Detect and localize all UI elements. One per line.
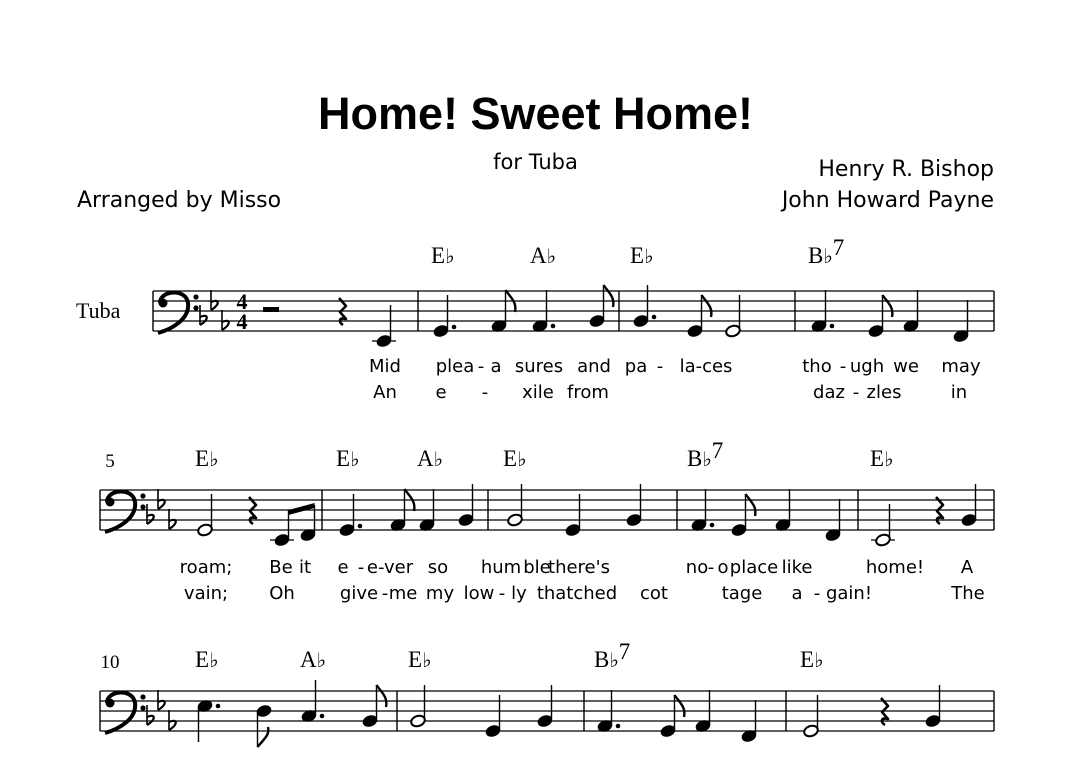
bass-clef-icon xyxy=(105,692,146,733)
lyric-syllable: from xyxy=(567,382,609,403)
lyric-syllable: a xyxy=(791,583,803,604)
chord-symbol: E♭ xyxy=(408,647,432,672)
flag xyxy=(883,295,893,317)
lyric-hyphen: - xyxy=(656,356,664,377)
lyric-syllable: tage xyxy=(721,583,763,604)
lyric-syllable: there's xyxy=(548,557,610,578)
lyric-syllable: e xyxy=(337,557,349,578)
lyric-syllable: no xyxy=(685,557,709,578)
time-signature-numerator: 4 xyxy=(236,289,248,314)
chord-symbol: E♭ xyxy=(800,647,824,672)
chord-symbol: B♭7 xyxy=(687,438,724,471)
lyric-hyphen: - xyxy=(813,583,821,604)
lyric-syllable: zles xyxy=(866,382,902,403)
lyricist: John Howard Payne xyxy=(781,188,994,213)
flag xyxy=(675,695,685,717)
lyric-syllable: cot xyxy=(640,583,668,604)
note xyxy=(270,510,294,547)
page-title: Home! Sweet Home! xyxy=(317,88,754,139)
lyric-syllable: tho xyxy=(802,356,832,377)
lyric-syllable: place xyxy=(729,557,779,578)
chord-symbol: E♭ xyxy=(630,243,654,268)
lyric-syllable: Mid xyxy=(369,356,401,377)
composer: Henry R. Bishop xyxy=(818,157,994,182)
lyric-syllable: a xyxy=(490,356,502,377)
chord-symbol: E♭ xyxy=(503,446,527,471)
flag xyxy=(377,685,387,707)
chord-symbol: E♭ xyxy=(431,243,455,268)
lyric-syllable: xile xyxy=(522,382,554,403)
chord-symbol: B♭7 xyxy=(808,235,845,268)
lyric-syllable: home! xyxy=(865,557,925,578)
flat-icon xyxy=(158,690,165,710)
flat-icon xyxy=(222,310,229,330)
lyric-syllable: my xyxy=(425,583,455,604)
chord-symbol: A♭ xyxy=(417,446,444,471)
lyric-hyphen: - xyxy=(707,557,715,578)
flat-icon xyxy=(147,705,154,725)
augmentation-dot xyxy=(551,324,556,329)
instrument-label: Tuba xyxy=(76,298,121,323)
flag xyxy=(746,494,756,516)
lyric-syllable: may xyxy=(941,356,981,377)
lyric-syllable: Be xyxy=(269,557,293,578)
augmentation-dot xyxy=(358,524,363,529)
lyric-syllable: A xyxy=(960,557,974,578)
lyric-syllable: thatched xyxy=(536,583,618,604)
lyric-syllable: The xyxy=(951,583,985,604)
augmentation-dot xyxy=(830,324,835,329)
lyric-syllable: like xyxy=(781,557,813,578)
lyric-syllable: plea xyxy=(435,356,475,377)
chord-symbol: E♭ xyxy=(870,446,894,471)
lyric-syllable: roam; xyxy=(179,557,233,578)
lyric-syllable: so xyxy=(427,557,449,578)
lyric-syllable: An xyxy=(373,382,397,403)
flag xyxy=(604,285,614,307)
staff-system xyxy=(76,235,994,403)
lyric-syllable: give xyxy=(339,583,379,604)
lyric-syllable: Oh xyxy=(269,583,295,604)
lyric-hyphen: - xyxy=(498,583,506,604)
flat-icon xyxy=(169,710,176,730)
lyric-hyphen: - xyxy=(381,583,389,604)
chord-symbol: A♭ xyxy=(530,243,557,268)
flat-icon xyxy=(147,504,154,524)
lyric-hyphen: - xyxy=(852,382,860,403)
augmentation-dot xyxy=(452,325,457,330)
subtitle: for Tuba xyxy=(493,150,578,174)
lyric-syllable: daz xyxy=(813,382,845,403)
lyric-hyphen: - xyxy=(477,356,485,377)
lyric-syllable: la-ces xyxy=(679,356,733,377)
lyric-hyphen: - xyxy=(357,557,365,578)
lyric-syllable: sures xyxy=(514,356,564,377)
lyric-syllable: pa xyxy=(624,356,648,377)
lyric-syllable: and xyxy=(577,356,611,377)
lyric-syllable: ugh xyxy=(849,356,885,377)
lyric-syllable: we xyxy=(893,356,919,377)
chord-symbol: A♭ xyxy=(300,647,327,672)
chord-symbol: B♭7 xyxy=(594,639,631,672)
lyric-syllable: gain! xyxy=(825,583,873,604)
lyric-syllable: e xyxy=(435,382,447,403)
time-signature-denominator: 4 xyxy=(236,309,248,334)
staff-system xyxy=(100,438,994,604)
lyric-syllable: ble xyxy=(523,557,551,578)
lyric-syllable: vain; xyxy=(183,583,229,604)
chord-symbol: E♭ xyxy=(195,647,219,672)
flat-icon xyxy=(200,305,207,325)
staff-system xyxy=(100,639,994,747)
augmentation-dot xyxy=(710,523,715,528)
chord-symbol: E♭ xyxy=(336,446,360,471)
note xyxy=(256,704,273,747)
measure-number: 10 xyxy=(100,652,120,673)
lyric-hyphen: - xyxy=(481,382,489,403)
flat-icon xyxy=(169,509,176,529)
arranger: Arranged by Misso xyxy=(77,188,282,213)
flat-icon xyxy=(211,290,218,310)
augmentation-dot xyxy=(652,315,657,320)
beam xyxy=(289,503,315,515)
lyric-syllable: it xyxy=(298,557,312,578)
augmentation-dot xyxy=(216,704,221,709)
half-rest xyxy=(263,307,279,312)
flag xyxy=(702,295,712,317)
lyric-syllable: low xyxy=(463,583,495,604)
lyric-syllable: e-ver xyxy=(366,557,414,578)
lyric-syllable: me xyxy=(388,583,418,604)
lyric-syllable: hum xyxy=(480,557,522,578)
lyric-syllable: in xyxy=(950,382,968,403)
augmentation-dot xyxy=(616,724,621,729)
augmentation-dot xyxy=(320,714,325,719)
chord-symbol: E♭ xyxy=(195,446,219,471)
bass-clef-icon xyxy=(158,292,199,333)
measure-number: 5 xyxy=(105,451,115,472)
lyric-syllable: o xyxy=(717,557,729,578)
flag xyxy=(258,727,269,747)
lyric-hyphen: - xyxy=(839,356,847,377)
lyric-syllable: ly xyxy=(511,583,527,604)
flat-icon xyxy=(158,489,165,509)
bass-clef-icon xyxy=(105,491,146,532)
